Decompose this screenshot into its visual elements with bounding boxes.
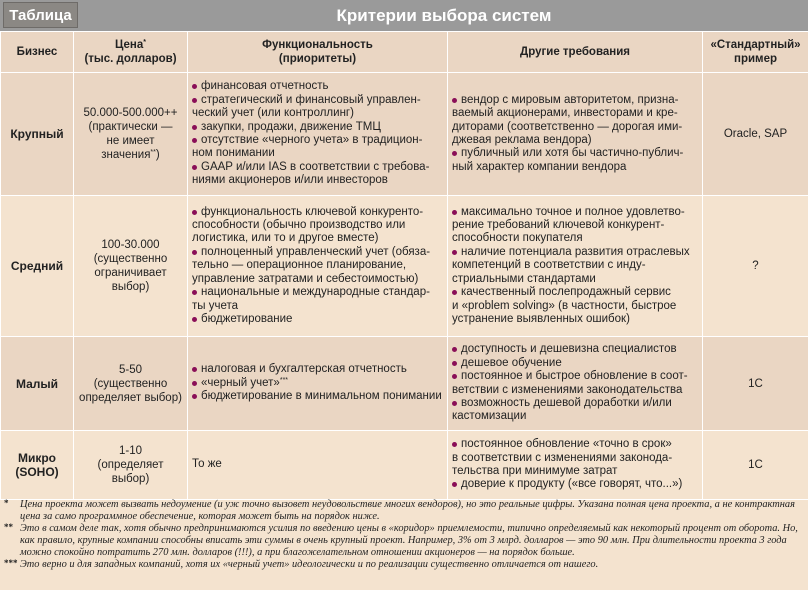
list-item-continuation: ниями акционеров и/или инвесторов: [192, 174, 388, 187]
list-item-continuation: ветствии с изменениями законодательства: [452, 383, 683, 396]
footnote-text: Это в самом деле так, хотя обычно предпринимаются усилия по введению цены в «коридор» приемлемости, типично определяемый как некоторый процент от оборота. Но, как правило, крупные компании способны вписать эти суммы в очень крупный проект. Например, 3% от 3 млрд. долларов — это 90 млн. При длительности проекта 3 года можно спокойно потратить 270 млн. долларов (!!!), а при благожелательном отношении акционеров — на порядок больше.: [20, 523, 798, 559]
footnote-text: Цена проекта может вызвать недоумение (и уж точно вызовет неудовольствие многих вендоров), но это реальные цифры. Указана полная цена проекта, а не контрактная цена за само программное обеспечение, которая может быть на порядок ниже.: [20, 499, 795, 523]
list-item: бюджетирование в минимальном понимании: [192, 390, 443, 403]
other-requirements-cell: [448, 196, 703, 337]
list-item-continuation: джевая реклама вендора): [452, 134, 592, 146]
table-number-label: Таблица: [3, 2, 78, 28]
business-size-cell: Средний: [1, 196, 74, 337]
footnote-mark: ***: [279, 376, 289, 384]
list-item: максимально точное и полное удовлетво-: [452, 206, 698, 219]
list-item: наличие потенциала развития отраслевых: [452, 246, 698, 259]
price-cell: 100-30.000 (существенно ограничивает выбор): [74, 196, 188, 337]
list-item-continuation: ты учета: [192, 299, 239, 312]
list-item: качественный послепродажный сервис: [452, 286, 698, 299]
list-item: публичный или хотя бы частично-публич-: [452, 147, 698, 160]
example-cell: ?: [703, 196, 808, 337]
functionality-cell: [188, 337, 448, 431]
column-header-example: «Стандартный» пример: [703, 32, 808, 73]
table-row-small: [1, 337, 808, 431]
list-item: налоговая и бухгалтерская отчетность: [192, 363, 443, 376]
list-item: постоянное обновление «точно в срок»: [452, 438, 698, 451]
list-item-continuation: рение требований ключевой конкурент-: [452, 219, 665, 232]
list-item-continuation: кастомизации: [452, 410, 527, 423]
list-item-continuation: компетенций в соответствии с инду-: [452, 259, 646, 272]
header-row: [1, 32, 808, 73]
list-item: функциональность ключевой конкуренто-: [192, 206, 443, 219]
price-cell: 1-10 (определяет выбор): [74, 431, 188, 500]
list-item: финансовая отчетность: [192, 80, 443, 93]
list-item-continuation: ваемый акционерами, инвесторами и кре-: [452, 107, 678, 120]
list-item: «черный учет»***: [192, 377, 443, 390]
footnote: [2, 523, 806, 559]
list-item-continuation: способности (обычно производство или: [192, 219, 406, 232]
footnote-mark: *: [143, 39, 146, 46]
other-requirements-cell: [448, 337, 703, 431]
footnote-mark: *: [4, 498, 9, 508]
example-cell: 1С: [703, 431, 808, 500]
list-item: отсутствие «черного учета» в традицион-: [192, 134, 443, 147]
table-row-micro: [1, 431, 808, 500]
list-item: национальные и международные стандар-: [192, 286, 443, 299]
list-item-continuation: и «problem solving» (в частности, быстрое: [452, 299, 677, 312]
footnote-mark: **: [150, 149, 156, 156]
list-item: бюджетирование: [192, 313, 443, 326]
footnote-mark: ***: [4, 558, 18, 569]
column-header-functionality: Функциональность (приоритеты): [188, 32, 448, 73]
functionality-cell: То же: [188, 431, 448, 500]
list-item: доступность и дешевизна специалистов: [452, 343, 698, 356]
business-size-cell: Крупный: [1, 73, 74, 196]
price-cell: 50.000-500.000++ (практически — не имеет значения**): [74, 73, 188, 196]
business-size-cell: Микро (SOHO): [1, 431, 74, 500]
table-title: Критерии выбора систем: [336, 6, 552, 25]
list-item-continuation: устранение выявленных ошибок): [452, 312, 630, 325]
list-item: вендор с мировым авторитетом, призна-: [452, 94, 698, 107]
footnote: [2, 559, 806, 571]
list-item-continuation: ный характер компании вендора: [452, 160, 627, 173]
functionality-cell: [188, 196, 448, 337]
example-cell: 1С: [703, 337, 808, 431]
list-item: полноценный управленческий учет (обяза-: [192, 246, 443, 259]
list-item-continuation: в соответствии с изменениями законода-: [452, 451, 673, 464]
price-cell: 5-50 (существенно определяет выбор): [74, 337, 188, 431]
list-item-continuation: ческий учет (или контроллинг): [192, 107, 354, 120]
other-requirements-cell: [448, 431, 703, 500]
list-item-continuation: тельно — операционное планирование,: [192, 259, 407, 272]
list-item-continuation: способности покупателя: [452, 232, 583, 245]
list-item-continuation: управление затратами и себестоимостью): [192, 272, 419, 285]
criteria-table: [0, 31, 808, 500]
column-header-other-requirements: Другие требования: [448, 32, 703, 73]
footnote-mark: **: [4, 522, 13, 533]
list-item: GAAP и/или IAS в соответствии с требова-: [192, 161, 443, 174]
table-header-bar: [0, 0, 808, 31]
footnote-text: Это верно и для западных компаний, хотя их «черный учет» идеологически и по реализации существенно отличается от нашего.: [20, 559, 599, 571]
example-cell: Oracle, SAP: [703, 73, 808, 196]
list-item: стратегический и финансовый управлен-: [192, 94, 443, 107]
business-size-cell: Малый: [1, 337, 74, 431]
list-item: дешевое обучение: [452, 357, 698, 370]
table-row-medium: [1, 196, 808, 337]
list-item-continuation: стриальными стандартами: [452, 272, 596, 285]
footnotes: [2, 499, 806, 572]
list-item-continuation: логистика, или то и другое вместе): [192, 232, 379, 245]
footnote: [2, 499, 806, 523]
list-item-continuation: ном понимании: [192, 147, 275, 160]
functionality-cell: [188, 73, 448, 196]
column-header-business: Бизнес: [1, 32, 74, 73]
list-item-continuation: диторами (соответственно — дорогая ими-: [452, 120, 683, 133]
table-row-large: [1, 73, 808, 196]
column-header-price: Цена* (тыс. долларов): [74, 32, 188, 73]
list-item-continuation: тельства при минимуме затрат: [452, 465, 618, 477]
list-item: постоянное и быстрое обновление в соот-: [452, 370, 698, 383]
other-requirements-cell: [448, 73, 703, 196]
list-item: возможность дешевой доработки и/или: [452, 397, 698, 410]
list-item: доверие к продукту («все говорят, что...»): [452, 478, 698, 491]
list-item: закупки, продажи, движение ТМЦ: [192, 121, 443, 134]
